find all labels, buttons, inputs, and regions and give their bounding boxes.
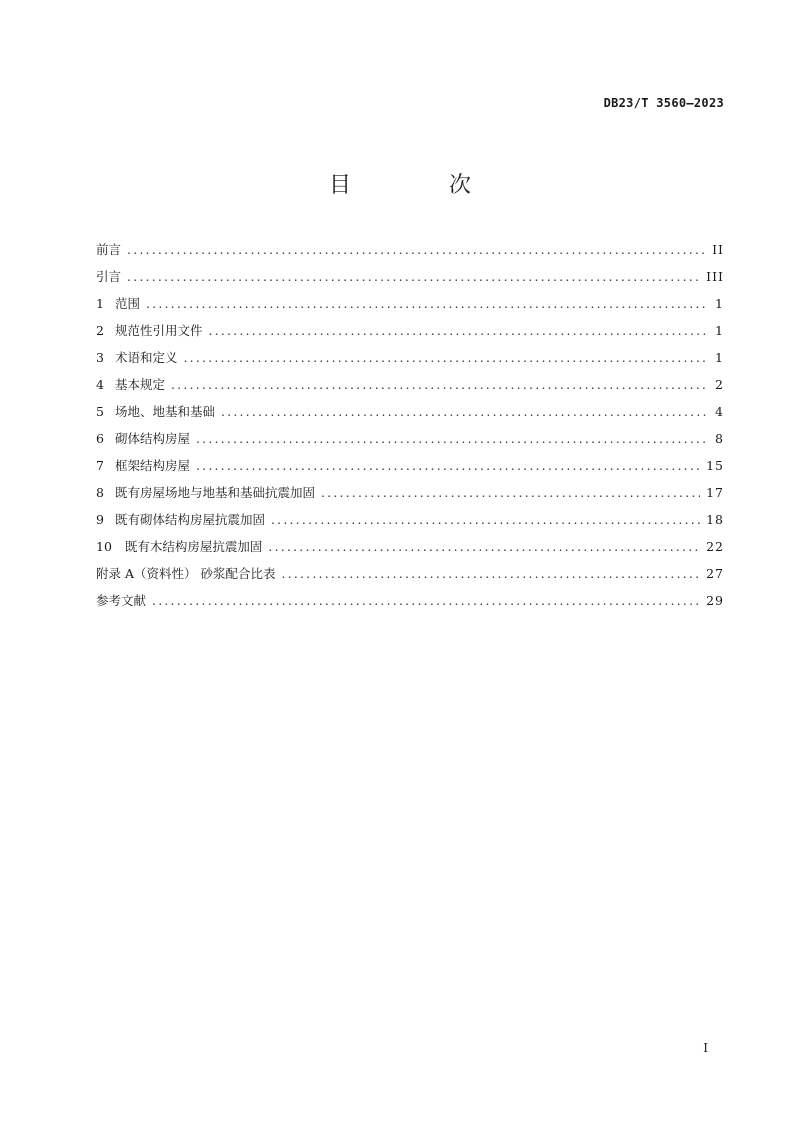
- toc-entry-number: 8: [96, 485, 104, 500]
- document-code: DB23/T 3560—2023: [603, 96, 724, 110]
- toc-entry-normative-references[interactable]: [96, 321, 724, 348]
- toc-leader-dots: [196, 431, 709, 446]
- toc-entry-number: 1: [96, 296, 104, 311]
- toc-leader-dots: [221, 404, 709, 419]
- toc-entry-appendix-a[interactable]: [96, 564, 724, 591]
- toc-entry-label: 砌体结构房屋: [114, 431, 190, 446]
- toc-entry-number: 4: [96, 377, 104, 392]
- toc-entry-page: III: [706, 269, 724, 284]
- toc-entry-page: 22: [706, 539, 724, 554]
- toc-entry-frame-buildings[interactable]: [96, 456, 724, 483]
- toc-entry-page: 8: [715, 431, 724, 446]
- toc-entry-label: 基本规定: [114, 377, 165, 392]
- toc-entry-page: 27: [706, 566, 724, 581]
- toc-leader-dots: [281, 566, 700, 581]
- toc-entry-label: 框架结构房屋: [114, 458, 190, 473]
- toc-entry-label: 参考文献: [96, 593, 147, 608]
- toc-entry-label: 场地、地基和基础: [114, 404, 215, 419]
- toc-entry-page: 29: [706, 593, 724, 608]
- toc-entry-site-foundation[interactable]: [96, 402, 724, 429]
- toc-entry-label: 附录 A（资料性） 砂浆配合比表: [96, 566, 276, 581]
- toc-entry-page: 4: [715, 404, 724, 419]
- toc-entry-page: II: [712, 242, 724, 257]
- toc-leader-dots: [152, 593, 700, 608]
- toc-leader-dots: [127, 242, 706, 257]
- toc-entry-number: 3: [96, 350, 104, 365]
- toc-leader-dots: [321, 485, 700, 500]
- toc-entry-number: 10: [96, 539, 112, 554]
- toc-leader-dots: [268, 539, 700, 554]
- toc-entry-page: 1: [715, 296, 724, 311]
- toc-leader-dots: [127, 269, 700, 284]
- toc-entry-number: 9: [96, 512, 104, 527]
- toc-entry-page: 1: [715, 350, 724, 365]
- toc-entry-masonry-buildings[interactable]: [96, 429, 724, 456]
- toc-entry-number: 7: [96, 458, 104, 473]
- toc-entry-label: 引言: [96, 269, 122, 284]
- toc-entry-page: 1: [715, 323, 724, 338]
- toc-entry-label: 既有砌体结构房屋抗震加固: [114, 512, 265, 527]
- toc-entry-label: 术语和定义: [114, 350, 178, 365]
- toc-entry-foreword[interactable]: [96, 240, 724, 267]
- toc-entry-label: 范围: [114, 296, 140, 311]
- toc-entry-label: 既有房屋场地与地基和基础抗震加固: [114, 485, 315, 500]
- toc-leader-dots: [208, 323, 709, 338]
- toc-entry-label: 规范性引用文件: [114, 323, 203, 338]
- toc-entry-introduction[interactable]: [96, 267, 724, 294]
- toc-leader-dots: [183, 350, 709, 365]
- toc-entry-masonry-retrofit[interactable]: [96, 510, 724, 537]
- toc-entry-number: 5: [96, 404, 104, 419]
- toc-entry-number: 2: [96, 323, 104, 338]
- toc-entry-timber-retrofit[interactable]: [96, 537, 724, 564]
- toc-entry-page: 17: [706, 485, 724, 500]
- toc-entry-page: 15: [706, 458, 724, 473]
- toc-entry-page: 18: [706, 512, 724, 527]
- page-number: I: [703, 1041, 708, 1055]
- toc-leader-dots: [171, 377, 709, 392]
- toc-entry-number: 6: [96, 431, 104, 446]
- toc-entry-page: 2: [715, 377, 724, 392]
- table-of-contents: [96, 240, 724, 618]
- toc-leader-dots: [196, 458, 700, 473]
- toc-entry-scope[interactable]: [96, 294, 724, 321]
- page-title: 目 次: [328, 173, 509, 198]
- toc-entry-label: 前言: [96, 242, 122, 257]
- toc-entry-terms-definitions[interactable]: [96, 348, 724, 375]
- toc-entry-foundation-retrofit[interactable]: [96, 483, 724, 510]
- toc-entry-label: 既有木结构房屋抗震加固: [124, 539, 263, 554]
- toc-entry-bibliography[interactable]: [96, 591, 724, 618]
- toc-leader-dots: [146, 296, 709, 311]
- toc-entry-basic-provisions[interactable]: [96, 375, 724, 402]
- toc-leader-dots: [271, 512, 700, 527]
